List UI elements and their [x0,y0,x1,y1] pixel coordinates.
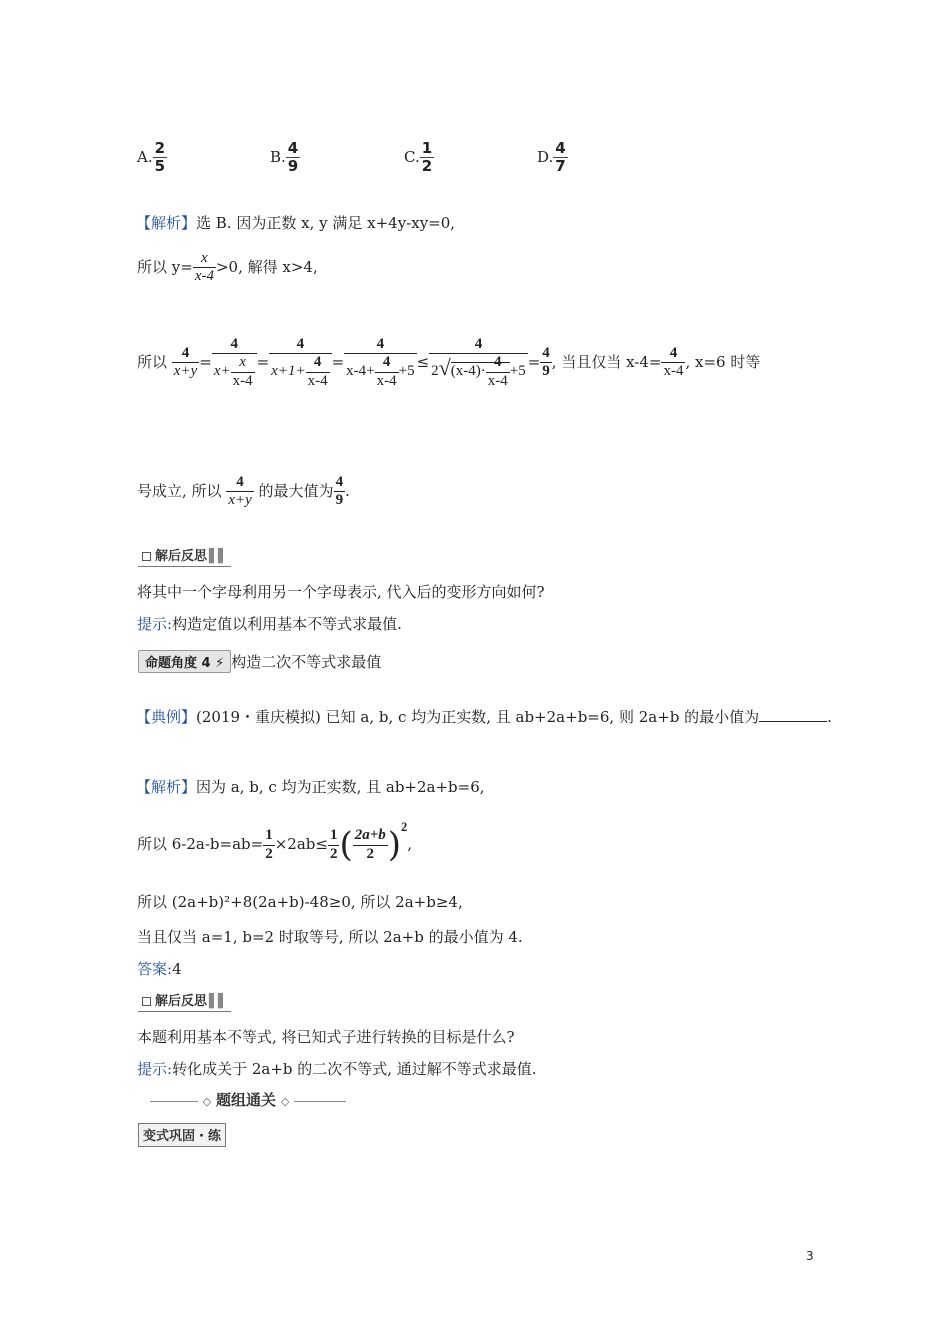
choice-d: D. $\frac{4}{7}$ [537,139,566,176]
choice-b: B. $\frac{4}{9}$ [270,139,299,176]
frac-4-over-sqrt: 4 2√(x-4)· $\frac{4}{x-4}$ +5 [431,336,526,389]
analysis-label: 【解析】 [136,214,197,232]
frac-half: $\frac{1}{2}$ [265,827,273,862]
reflect2-question: 本题利用基本不等式, 将已知式子进行转换的目标是什么? [137,1028,515,1046]
diamond-icon: ◇ [202,1095,212,1108]
frac-4-over-9-max: $\frac{4}{9}$ [335,474,344,509]
analysis1-line1: 【解析】选 B. 因为正数 x, y 满足 x+4y-xy=0, [136,214,456,232]
lightning-icon: ⚡ [215,656,225,671]
frac-4-over-x-plus-1: 4 x+1+ $\frac{4}{x-4}$ [269,336,331,390]
example-line: 【典例】(2019・重庆模拟) 已知 a, b, c 均为正实数, 且 ab+2a+b=6, 则 2a+b 的最小值为 . [136,708,832,726]
divider-left [150,1101,198,1102]
double-bar-icon: ▌▌ [209,994,228,1009]
diamond-icon: ◇ [280,1095,290,1108]
angle-heading: 命题角度 4 ⚡ 构造二次不等式求最值 [138,650,381,673]
frac-4-over-9: $\frac{4}{9}$ [542,345,550,380]
analysis2-line2: 所以 6-2a-b=ab= $\frac{1}{2}$ ×2ab≤ $\frac{1}{2}$ ( $\frac{2a+b}{2}$ )$^2$, [137,820,413,865]
divider-right [294,1101,346,1102]
frac-4-over-xm4-plus: 4 x-4+ $\frac{4}{x-4}$ +5 [346,336,415,389]
answer-line: 答案:4 [137,960,182,978]
square-icon [142,552,151,561]
analysis1-line2: 所以 y= $\frac{x}{x-4}$ >0, 解得 x>4, [137,250,318,285]
choice-c: C. $\frac{1}{2}$ [404,139,433,176]
reflect1-hint: 提示:构造定值以利用基本不等式求最值. [137,615,402,633]
group-heading: ◇ 题组通关 ◇ [150,1089,346,1110]
double-bar-icon: ▌▌ [209,549,228,564]
answer-blank [759,707,827,722]
analysis2-line1: 【解析】因为 a, b, c 均为正实数, 且 ab+2a+b=6, [136,778,485,796]
frac-4-over-xm4-cond: $\frac{4}{x-4}$ [663,345,684,380]
analysis2-line3: 所以 (2a+b)²+8(2a+b)-48≥0, 所以 2a+b≥4, [137,893,463,911]
practice-tag: 变式巩固・练 [138,1123,226,1147]
frac-2apb-over-2: $\frac{2a+b}{2}$ [354,827,386,862]
reflect2-tag: 解后反思 ▌▌ [138,989,231,1012]
reflect1-tag: 解后反思 ▌▌ [138,544,231,567]
analysis1-line3: 所以 $\frac{4}{x+y}$ = 4 x+ $\frac{x}{x-4}$ = 4 x+1+ $\frac{4}{x-4}$ = 4 x-4+ $\frac{4}{x-4}$ +5 ≤ 4 2√(x-4)· $\frac{4}{x-4}$ +5 = $\frac{4}{9}$ , 当且仅当 x-4= $\frac{4}{x-4}$ , x=6 时等 [137,336,761,389]
frac-4-over-xpy: $\frac{4}{x+y}$ [173,345,198,380]
analysis1-line4: 号成立, 所以 $\frac{4}{x+y}$ 的最大值为 $\frac{4}{9}$ . [137,474,350,509]
reflect1-question: 将其中一个字母利用另一个字母表示, 代入后的变形方向如何? [137,583,545,601]
frac-half-2: $\frac{1}{2}$ [329,827,338,862]
square-icon [142,997,151,1006]
frac-4-over-xpy-result: $\frac{4}{x+y}$ [228,474,252,509]
angle-ribbon: 命题角度 4 ⚡ [138,650,231,673]
analysis2-line4: 当且仅当 a=1, b=2 时取等号, 所以 2a+b 的最小值为 4. [137,928,523,946]
reflect2-hint: 提示:转化成关于 2a+b 的二次不等式, 通过解不等式求最值. [137,1060,537,1078]
page-number: 3 [806,1249,814,1263]
frac-4-over-x-plus-x-over-xm4: 4 x+ $\frac{x}{x-4}$ [212,336,257,390]
choice-a: A. $\frac{2}{5}$ [137,139,166,176]
